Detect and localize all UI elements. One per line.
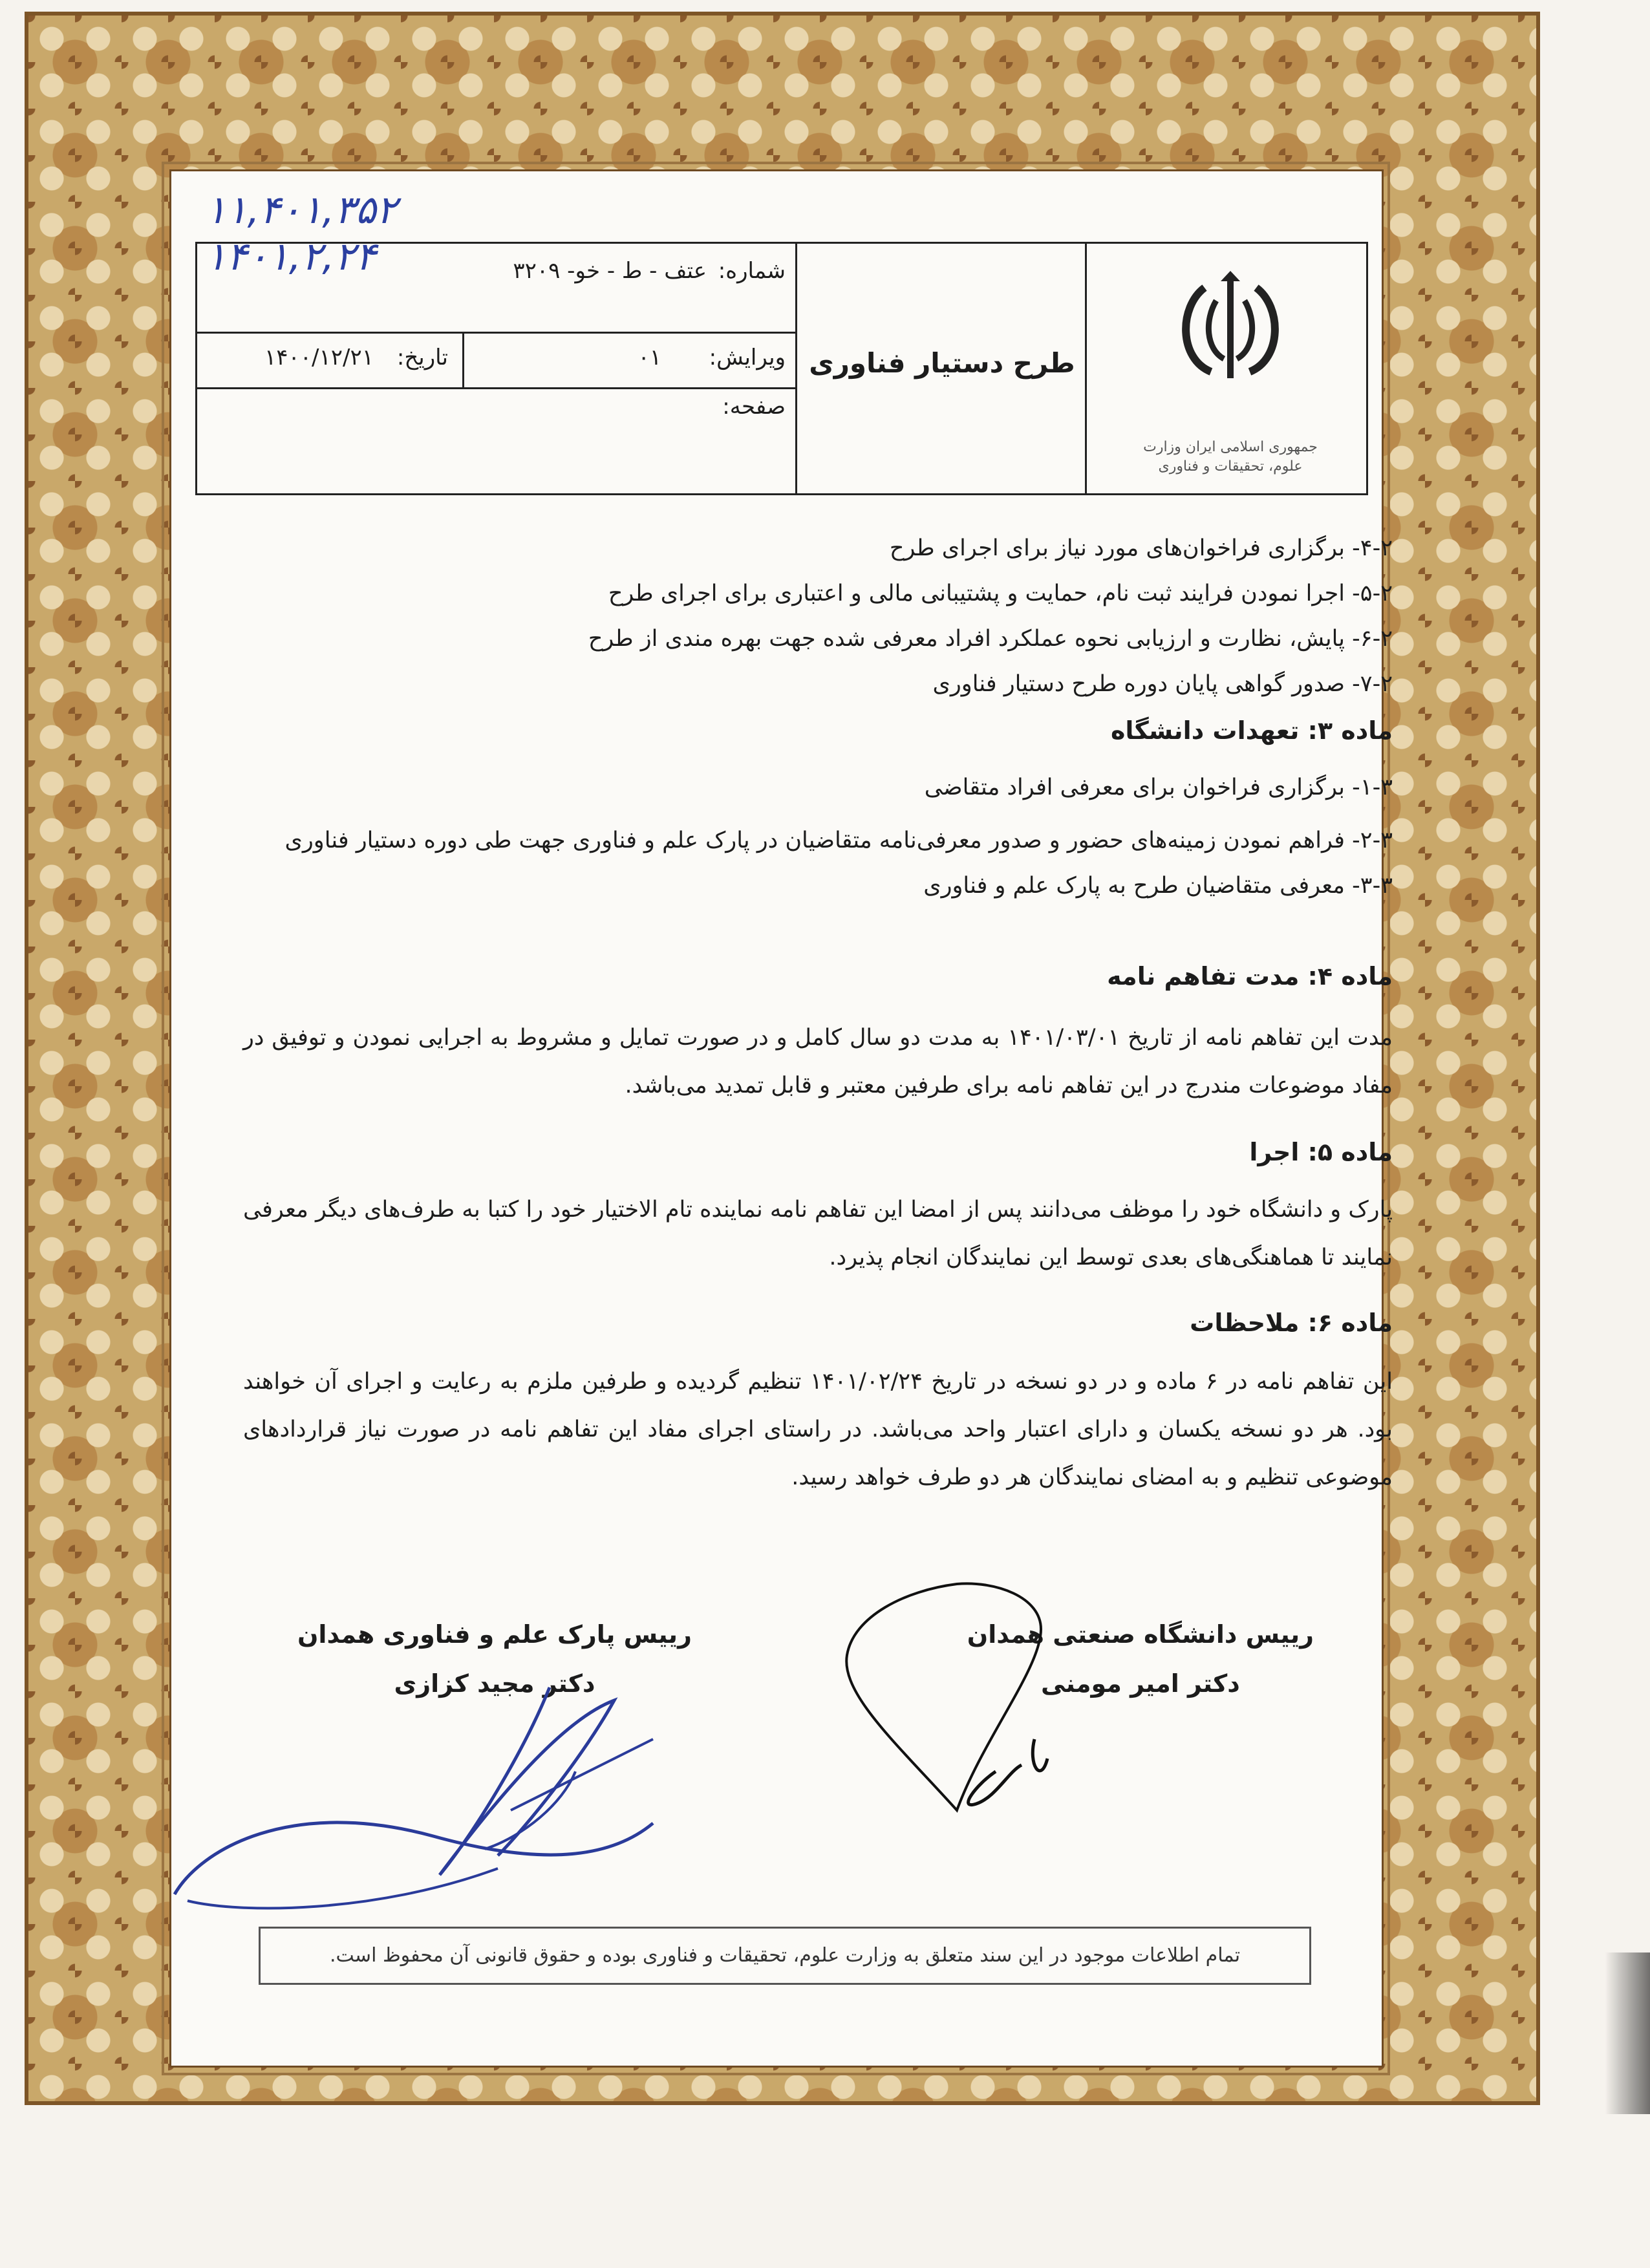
handwritten-date: ۱۴۰۱,۲,۲۴	[206, 234, 376, 279]
page-label: صفحه:	[722, 394, 786, 420]
document-title: طرح دستیار فناوری	[809, 347, 1075, 379]
emblem-caption: جمهوری اسلامی ایران وزارت علوم، تحقیقات و فناوری	[1143, 439, 1318, 475]
article4-heading: ماده ۴: مدت تفاهم نامه	[1107, 962, 1393, 990]
left-signature-icon	[162, 1642, 718, 1927]
list-item: ۱-۳- برگزاری فراخوان برای معرفی افراد متقاضی	[924, 775, 1393, 800]
edition-date-row	[197, 332, 797, 389]
article5-text: پارک و دانشگاه خود را موظف می‌دانند پس از امضا این تفاهم نامه نماینده تام الاختیار خود را کتبا به طرف‌های دیگر معرفی نمایند تا هماهنگی‌های بعدی توسط این نمایندگان انجام پذیرد.	[243, 1197, 1393, 1270]
copyright-notice: تمام اطلاعات موجود در این سند متعلق به وزارت علوم، تحقیقات و فناوری بوده و حقوق قانونی آن محفوظ است.	[259, 1927, 1311, 1985]
number-row	[197, 244, 797, 334]
left-signer-title: رییس پارک علم و فناوری همدان	[297, 1620, 692, 1649]
list-item: ۲-۳- فراهم نمودن زمینه‌های حضور و صدور معرفی‌نامه متقاضیان در پارک علم و فناوری جهت طی دوره دستیار فناوری	[284, 828, 1393, 853]
right-signer-title: رییس دانشگاه صنعتی همدان	[967, 1620, 1314, 1649]
list-item: ۴-۲- برگزاری فراخوان‌های مورد نیاز برای اجرای طرح	[889, 535, 1393, 561]
meta-cell	[197, 244, 797, 493]
list-item: ۶-۲- پایش، نظارت و ارزیابی نحوه عملکرد افراد معرفی شده جهت بهره مندی از طرح	[588, 626, 1393, 652]
date-value: ۱۴۰۰/۱۲/۲۱	[264, 345, 374, 370]
edition-value: ۰۱	[638, 345, 661, 370]
document-header-table	[195, 242, 1368, 495]
article5-heading: ماده ۵: اجرا	[1249, 1138, 1393, 1166]
date-label: تاریخ:	[396, 345, 448, 370]
article4-text: مدت این تفاهم نامه از تاریخ ۱۴۰۱/۰۳/۰۱ به مدت دو سال کامل و در صورت تمایل و مشروط به اجرایی نمودن و توفیق در مفاد موضوعات مندرج در این تفاهم نامه برای طرفین معتبر و قابل تمدید می‌باشد.	[243, 1025, 1393, 1098]
list-item: ۵-۲- اجرا نمودن فرایند ثبت نام، حمایت و پشتیبانی مالی و اعتباری برای اجرای طرح	[608, 581, 1393, 606]
article6-heading: ماده ۶: ملاحظات	[1190, 1309, 1393, 1337]
title-cell	[795, 244, 1087, 493]
handwritten-number: ۱۱,۴۰۱,۳۵۲	[206, 187, 397, 233]
right-signature-icon	[828, 1578, 1099, 1849]
edition-label: ویرایش:	[709, 345, 786, 370]
scan-edge-shadow	[1605, 1952, 1650, 2114]
row-divider	[462, 332, 464, 387]
list-item: ۳-۳- معرفی متقاضیان طرح به پارک علم و فناوری	[923, 873, 1393, 899]
iran-emblem-icon	[1166, 262, 1295, 391]
list-item: ۷-۲- صدور گواهی پایان دوره طرح دستیار فناوری	[932, 671, 1393, 697]
article3-heading: ماده ۳: تعهدات دانشگاه	[1110, 716, 1393, 745]
left-signer-name: دکتر مجید کزازی	[394, 1669, 595, 1698]
right-signer-name: دکتر امیر مومنی	[1041, 1669, 1240, 1698]
number-value: عتف - ط - خو- ۳۲۰۹	[513, 258, 707, 284]
article6-text: این تفاهم نامه در ۶ ماده و در دو نسخه در تاریخ ۱۴۰۱/۰۲/۲۴ تنظیم گردیده و طرفین ملزم به رعایت و اجرای آن خواهند بود. هر دو نسخه یکسان و دارای اعتبار واحد می‌باشد. در راستای اجرای مفاد این تفاهم نامه در صورت نیاز قراردادهای موضوعی تنظیم و به امضای نمایندگان هر دو طرف خواهد رسید.	[243, 1369, 1393, 1490]
emblem-cell	[1085, 244, 1366, 493]
number-label: شماره:	[718, 258, 786, 284]
